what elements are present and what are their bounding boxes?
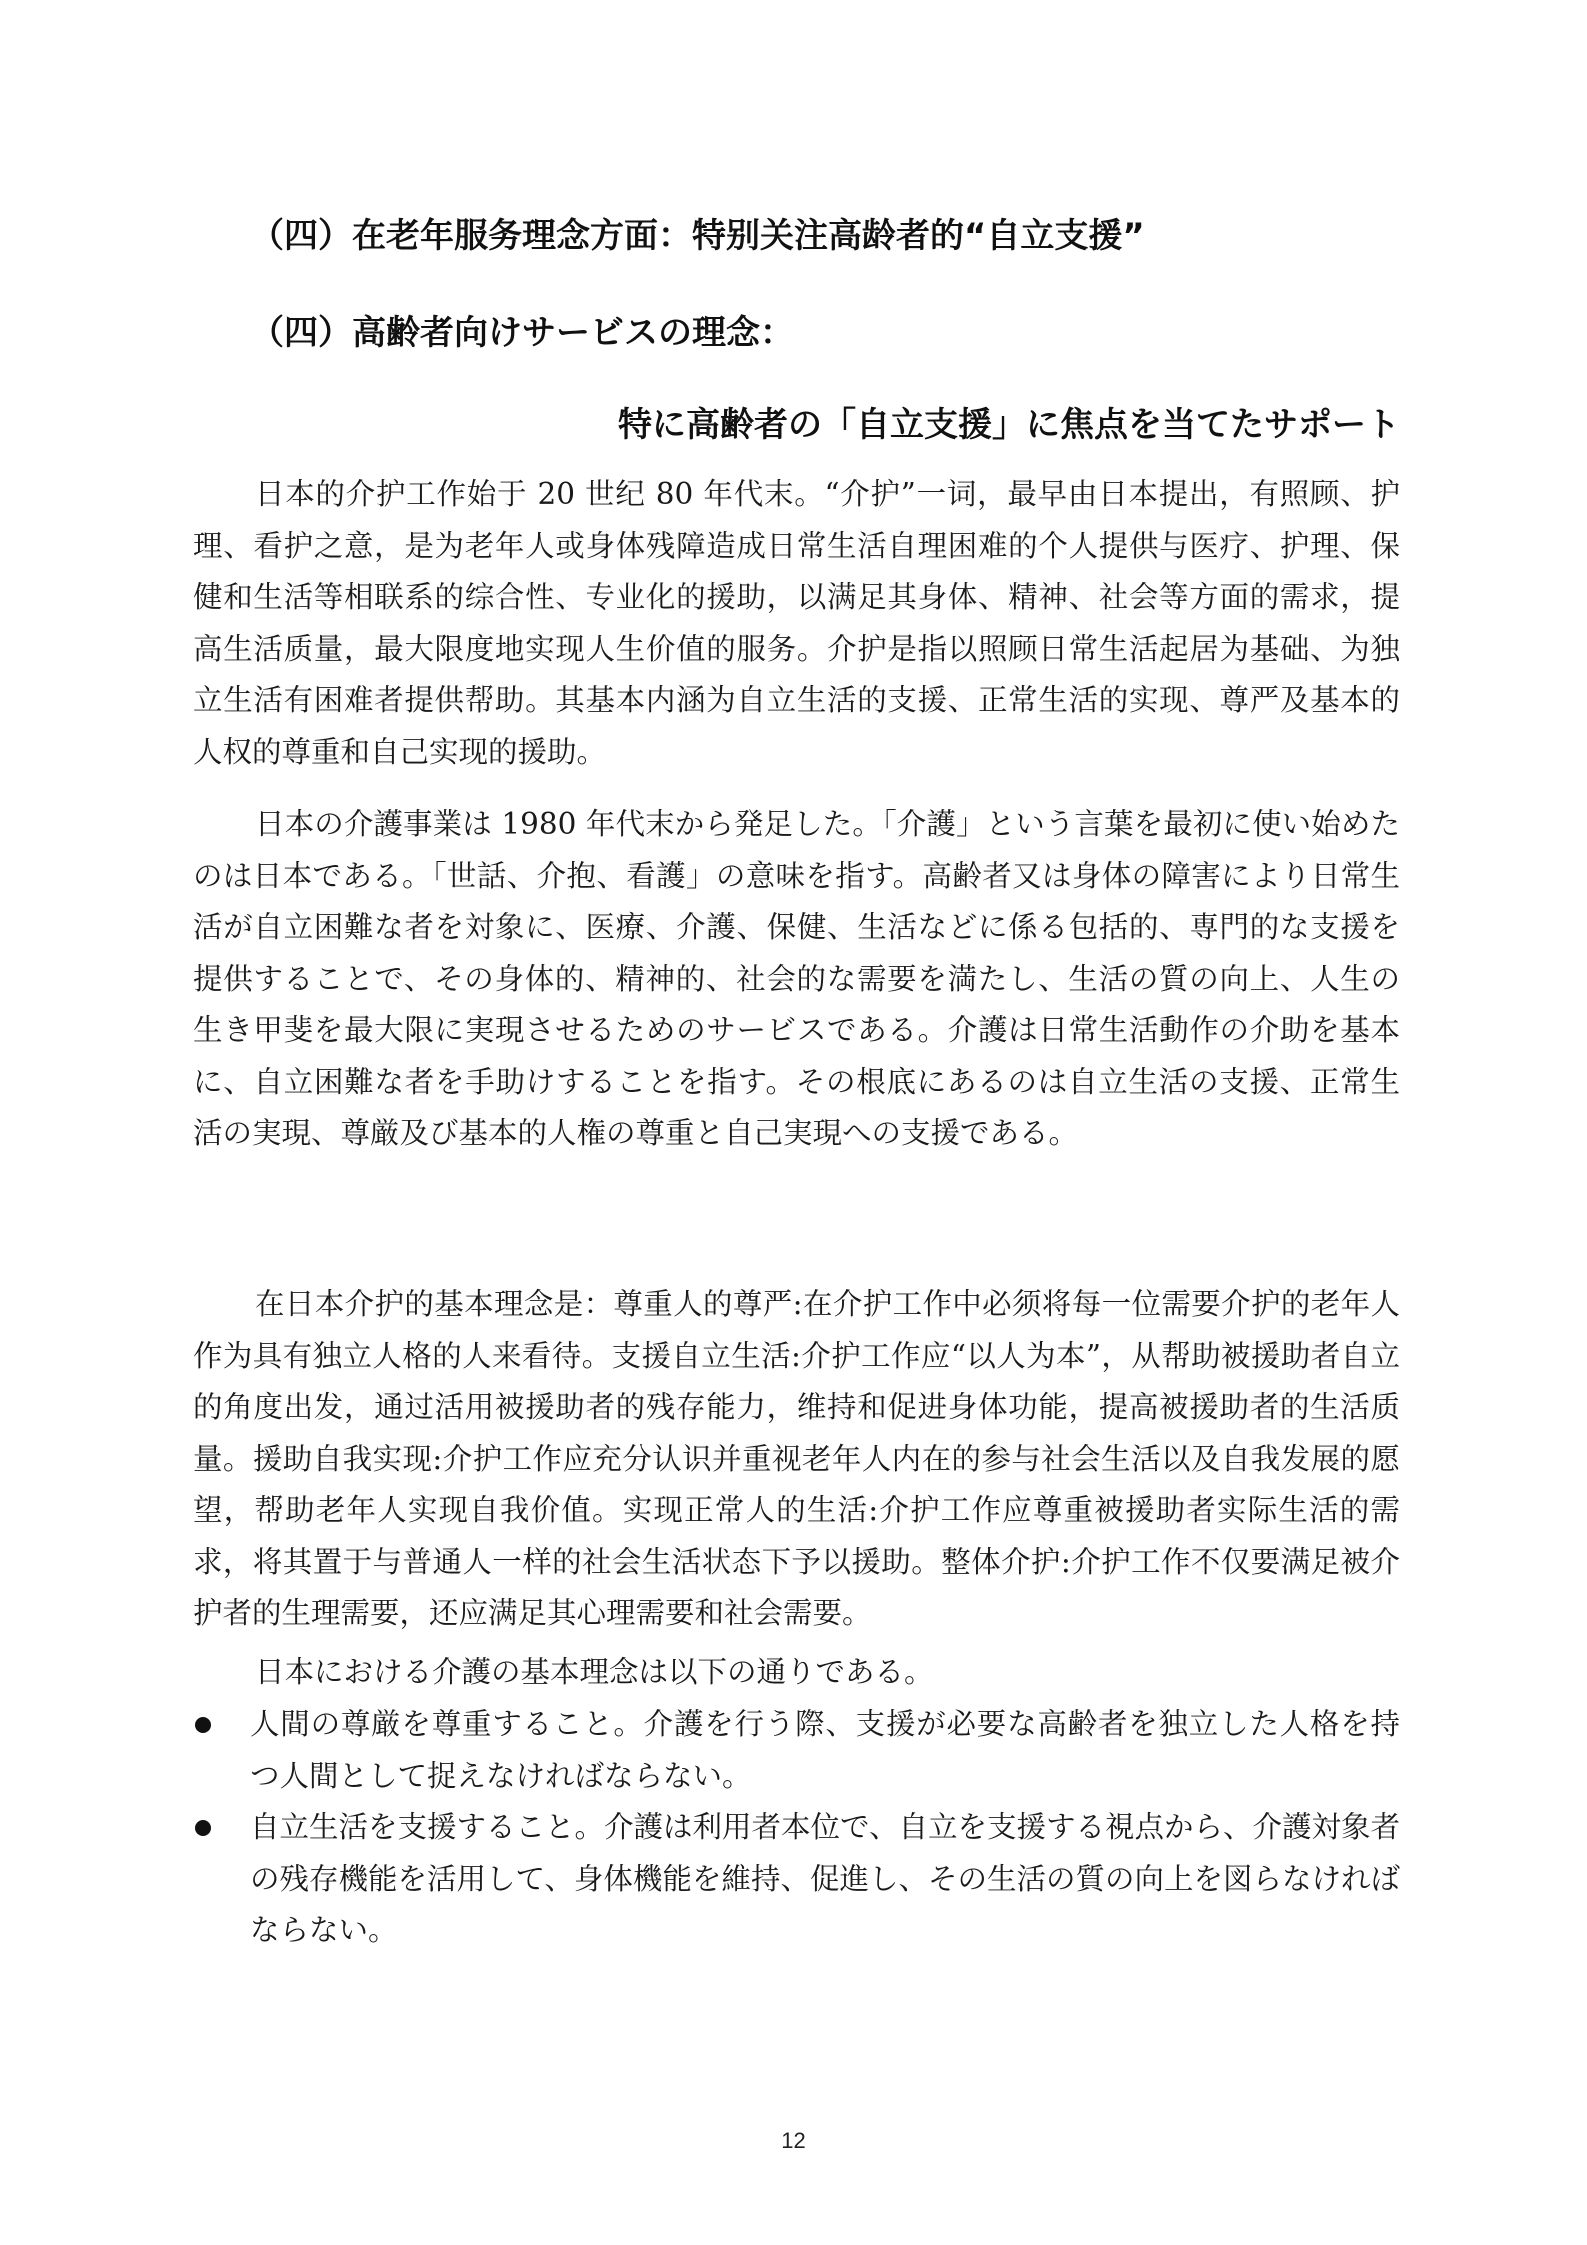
bullet-icon: [195, 1820, 211, 1836]
bullet-icon: [195, 1717, 211, 1733]
section-heading-chinese: （四）在老年服务理念方面：特别关注高龄者的“自立支援”: [250, 216, 1145, 256]
paragraph-japanese-intro: 日本の介護事業は 1980 年代末から発足した。「介護」という言葉を最初に使い始めたのは日本である。「世話、介抱、看護」の意味を指す。高齢者又は身体の障害により日常生活が自立困難な者を対象に、医療、介護、保健、生活などに係る包括的、専門的な支援を提供することで、その身体的、精神的、社会的な需要を満たし、生活の質の向上、人生の生き甲斐を最大限に実現させるためのサービスである。介護は日常生活動作の介助を基本に、自立困難な者を手助けすることを指す。その根底にあるのは自立生活の支援、正常生活の実現、尊厳及び基本的人権の尊重と自己実現への支援である。: [193, 807, 1400, 1150]
list-item: [193, 1802, 1400, 1957]
list-item-text: 人間の尊厳を尊重すること。介護を行う際、支援が必要な高齢者を独立した人格を持つ人間として捉えなければならない。: [250, 1707, 1400, 1793]
paragraph-japanese-principles-lead: 日本における介護の基本理念は以下の通りである。: [255, 1655, 934, 1689]
list-item-text: 自立生活を支援すること。介護は利用者本位で、自立を支援する視点から、介護対象者の残存機能を活用して、身体機能を維持、促進し、その生活の質の向上を図らなければならない。: [250, 1810, 1400, 1947]
list-item: [193, 1699, 1400, 1802]
section-subheading-japanese: 特に高齢者の「自立支援」に焦点を当てたサポート: [618, 405, 1400, 445]
paragraph-chinese-intro: 日本的介护工作始于 20 世纪 80 年代末。“介护”一词，最早由日本提出，有照顾、护理、看护之意，是为老年人或身体残障造成日常生活自理困难的个人提供与医疗、护理、保健和生活等相联系的综合性、专业化的援助，以满足其身体、精神、社会等方面的需求，提高生活质量，最大限度地实现人生价值的服务。介护是指以照顾日常生活起居为基础、为独立生活有困难者提供帮助。其基本内涵为自立生活的支援、正常生活的实现、尊严及基本的人权的尊重和自己实现的援助。: [193, 477, 1400, 769]
paragraph-chinese-principles: 在日本介护的基本理念是：尊重人的尊严:在介护工作中必须将每一位需要介护的老年人作为具有独立人格的人来看待。支援自立生活:介护工作应“以人为本”，从帮助被援助者自立的角度出发，通过活用被援助者的残存能力，维持和促进身体功能，提高被援助者的生活质量。援助自我实现:介护工作应充分认识并重视老年人内在的参与社会生活以及自我发展的愿望，帮助老年人实现自我价值。实现正常人的生活:介护工作应尊重被援助者实际生活的需求，将其置于与普通人一样的社会生活状态下予以援助。整体介护:介护工作不仅要满足被介护者的生理需要，还应满足其心理需要和社会需要。: [193, 1287, 1400, 1630]
section-heading-japanese: （四）高齢者向けサービスの理念：: [250, 313, 794, 353]
page-number: 12: [781, 2128, 806, 2153]
principles-bullet-list: [193, 1699, 1400, 1957]
